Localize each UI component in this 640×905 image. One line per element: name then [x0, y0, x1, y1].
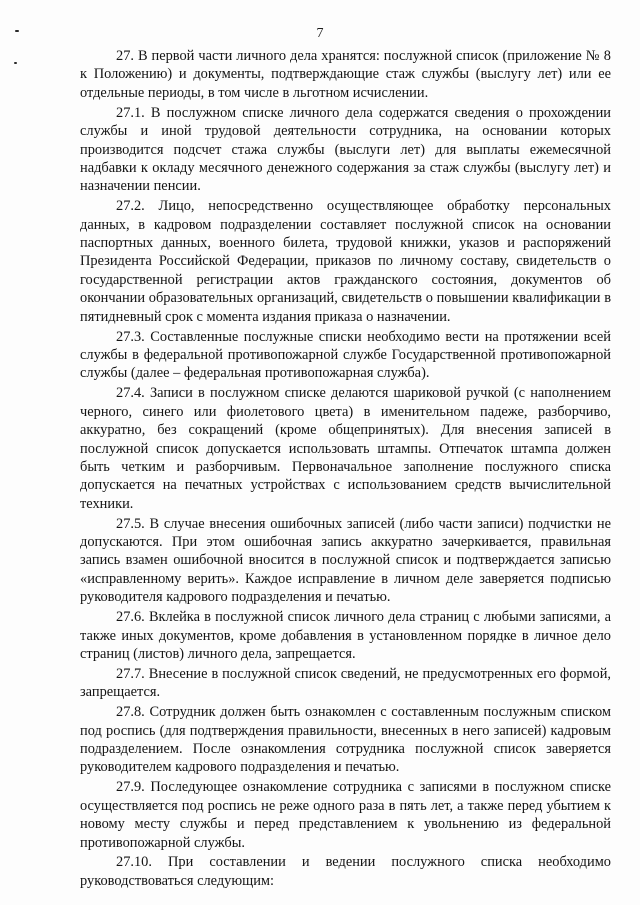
scan-mark-bottom [14, 62, 17, 64]
paragraph-27-5: 27.5. В случае внесения ошибочных записей (либо части записи) подчистки не допускаются. При этом ошибочная запись аккуратно зачеркивается, правильная запись взамен ошибочной вносится в послужной список и подтверждается записью «исправленному верить». Каждое исправление в личном деле заверяется подписью руководителя кадрового подразделения и печатью. [80, 515, 611, 606]
paragraph-27-6: 27.6. Вклейка в послужной список личного дела страниц с любыми записями, а также иных документов, кроме добавления в установленном порядке в личное дело страниц (листов) личного дела, запрещается. [80, 609, 611, 662]
paragraph-27-8: 27.8. Сотрудник должен быть ознакомлен с составленным послужным списком под роспись (для подтверждения правильности, внесенных в него записей) кадровым подразделением. После ознакомления сотрудника послужной список заверяется руководителем кадрового подразделения и печатью. [80, 704, 611, 776]
paragraph-27-3: 27.3. Составленные послужные списки необходимо вести на протяжении всей службы в федеральной противопожарной службе Государственной противопожарной службы (далее – федеральная противопожарная служба). [80, 328, 611, 382]
paragraph-27-1: 27.1. В послужном списке личного дела содержатся сведения о прохождении службы и иной трудовой деятельности сотрудника, на основании которых производится подсчет стажа службы (выслуги лет) для выплаты ежемесячной надбавки к окладу месячного денежного содержания за стаж службы (выслугу лет) и назначении пенсии. [80, 104, 611, 195]
paragraph-27-10: 27.10. При составлении и ведении послужного списка необходимо руководствоваться следующим: [80, 854, 611, 889]
paragraph-27-7: 27.7. Внесение в послужной список сведений, не предусмотренных его формой, запрещается. [80, 665, 611, 701]
paragraph-27-4: 27.4. Записи в послужном списке делаются шариковой ручкой (с наполнением черного, синего или фиолетового цвета) в именительном падеже, разборчиво, аккуратно, без сокращений (кроме общепринятых). Для внесения записей в послужной список допускается использовать штампы. Отпечаток штампа должен быть четким и разборчивым. Первоначальное заполнение послужного списка допускается на печатных устройствах с использованием средств вычислительной техники. [80, 385, 611, 512]
paragraph-27-9: 27.9. Последующее ознакомление сотрудника с записями в послужном списке осуществляется под роспись не реже одного раза в пять лет, а также перед убытием к новому месту службы и перед представлением к увольнению из федеральной противопожарной службы. [80, 779, 611, 851]
page-number: 7 [316, 26, 324, 41]
paragraph-27-2: 27.2. Лицо, непосредственно осуществляющее обработку персональных данных, в кадровом подразделении составляет послужной список на основании паспортных данных, военного билета, трудовой книжки, указов и распоряжений Президента Российской Федерации, приказов по личному составу, свидетельств о государственной регистрации актов гражданского состояния, документов об окончании образовательных организаций, свидетельств о повышении квалификации в пятидневный срок с момента издания приказа о назначении. [80, 198, 611, 325]
paragraph-27: 27. В первой части личного дела хранятся: послужной список (приложение № 8 к Положению) и документы, подтверждающие стаж службы (выслугу лет) или ее отдельные периоды, в том числе в льготном исчислении. [80, 48, 611, 101]
document-body [80, 47, 611, 892]
